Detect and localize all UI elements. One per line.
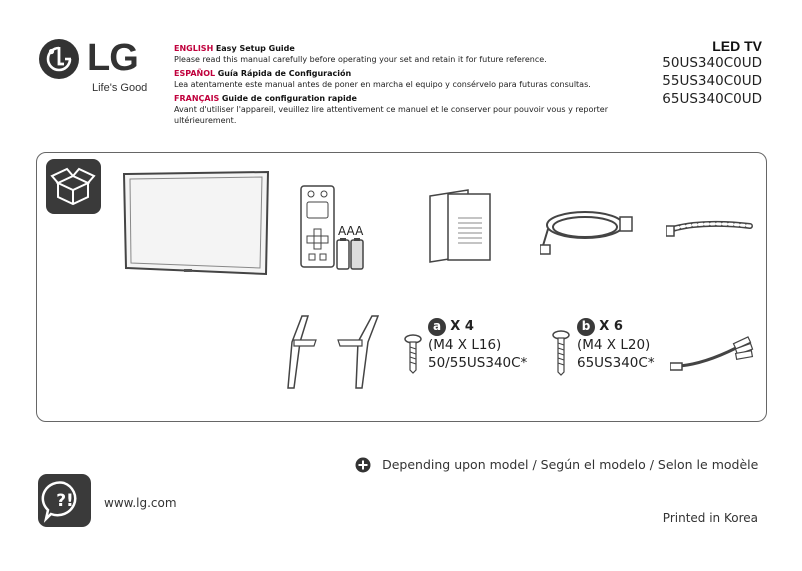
power-cord-icon	[540, 203, 636, 259]
lang-title: Guía Rápida de Configuración	[217, 69, 352, 78]
intro-text	[174, 43, 644, 126]
lang-desc: ultérieurement.	[174, 116, 237, 125]
battery-label: AAA	[338, 224, 364, 238]
printed-in: Printed in Korea	[662, 511, 758, 525]
intro-english	[174, 43, 644, 65]
product-type: LED TV	[712, 38, 762, 54]
manual-icon	[428, 188, 494, 268]
lang-title: Guide de configuration rapide	[221, 94, 357, 103]
lang-title: Easy Setup Guide	[215, 44, 295, 53]
screw-b-icon	[552, 330, 570, 380]
screw-a-spec: (M4 X L16)	[428, 337, 502, 353]
screw-a-qty: X 4	[450, 319, 474, 334]
tagline: Life's Good	[92, 82, 148, 94]
box-contents-icon	[46, 159, 101, 218]
cable-tie-icon	[666, 220, 754, 244]
battery-icon	[336, 238, 366, 274]
svg-text:?!: ?!	[56, 491, 74, 511]
depending-note	[355, 454, 758, 473]
model-number: 65US340C0UD	[662, 91, 762, 107]
screw-b-caption	[577, 318, 655, 372]
lang-desc: Avant d'utiliser l'appareil, veuillez lire attentivement ce manuel et le conserver pour pouvoir vous y reporter	[174, 105, 608, 114]
screw-b-badge: b	[577, 318, 595, 336]
lang-desc: Lea atentamente este manual antes de poner en marcha el equipo y consérvelo para futuras consultas.	[174, 80, 591, 89]
screw-a-icon	[404, 334, 422, 378]
screw-b-models: 65US340C*	[577, 355, 655, 371]
model-block	[622, 38, 762, 108]
lang-label: ENGLISH	[174, 44, 214, 53]
tv-image	[120, 170, 272, 282]
lang-desc: Please read this manual carefully before operating your set and retain it for future reference.	[174, 55, 547, 64]
intro-french	[174, 93, 644, 126]
depending-text: Depending upon model / Según el modelo / Selon le modèle	[382, 457, 759, 472]
screw-b-spec: (M4 X L20)	[577, 337, 651, 353]
lang-label: ESPAÑOL	[174, 69, 216, 78]
screw-a-badge: a	[428, 318, 446, 336]
screw-a-models: 50/55US340C*	[428, 355, 528, 371]
remote-icon	[300, 185, 335, 272]
lg-logo	[38, 38, 80, 84]
screw-a-caption	[428, 318, 527, 372]
model-number: 50US340C0UD	[662, 55, 762, 71]
av-cable-icon	[670, 336, 754, 380]
lang-label: FRANÇAIS	[174, 94, 220, 103]
plus-circle-icon	[355, 457, 371, 473]
logo-wordmark: LG	[87, 37, 138, 79]
lg-face-icon	[38, 38, 80, 80]
model-number: 55US340C0UD	[662, 73, 762, 89]
screw-b-qty: X 6	[599, 319, 623, 334]
website-link[interactable]: www.lg.com	[104, 496, 177, 510]
help-icon	[38, 474, 91, 531]
intro-spanish	[174, 68, 644, 90]
stand-icon	[280, 312, 390, 398]
